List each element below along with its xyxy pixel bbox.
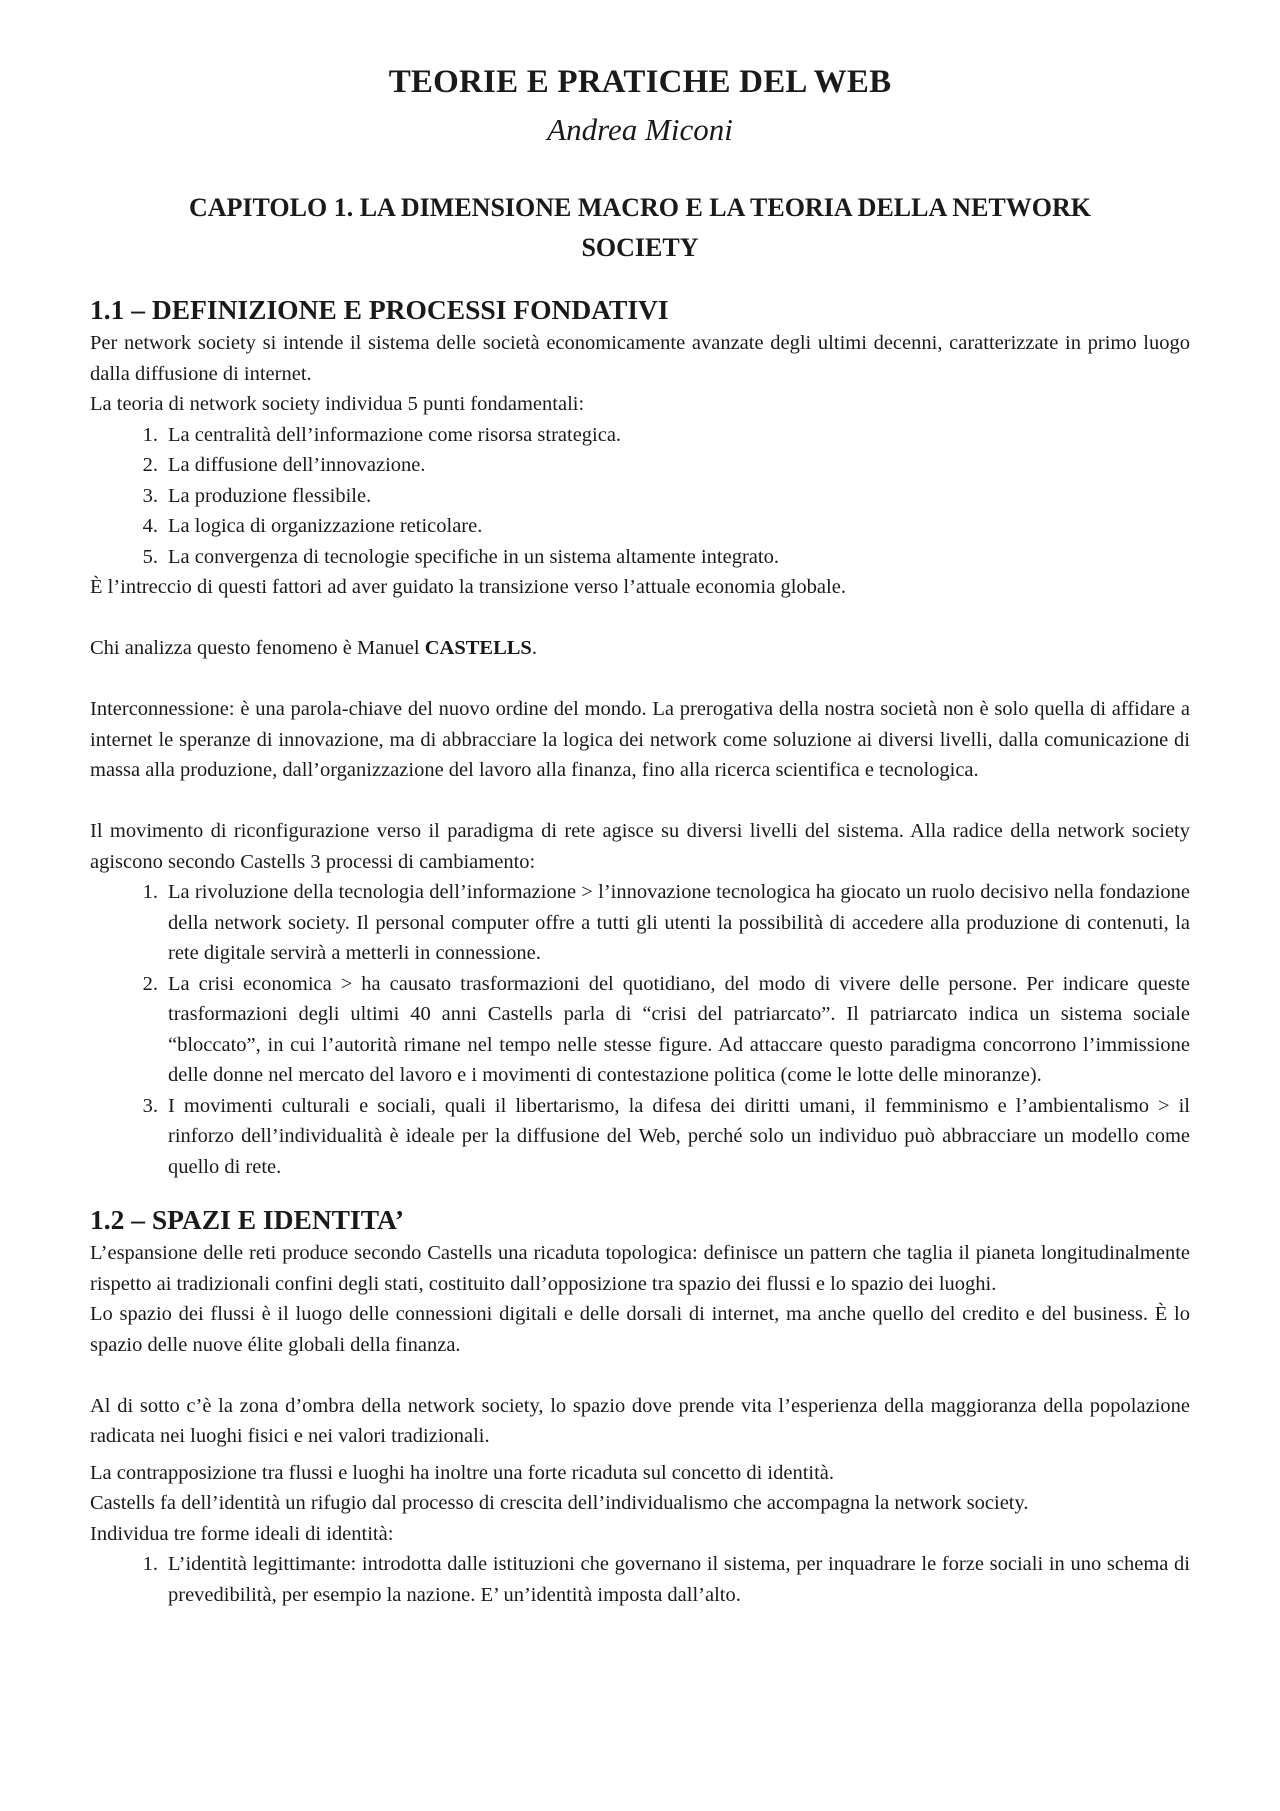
list-item-text: L’identità legittimante: introdotta dalle istituzioni che governano il sistema, per inquadrare le forze sociali in uno schema di prevedibilità, per esempio la nazione. E’ un’identità imposta dall’alto. [168, 1553, 1190, 1606]
paragraph: È l’intreccio di questi fattori ad aver guidato la transizione verso l’attuale economia globale. [90, 576, 846, 598]
list-item-text: I movimenti culturali e sociali, quali il libertarismo, la difesa dei diritti umani, il femminismo e l’ambientalismo > il rinforzo dell’individualità è ideale per la diffusione del Web, perché solo un individuo può abbracciare un modello come quello di rete. [168, 1094, 1190, 1178]
paragraph: Lo spazio dei flussi è il luogo delle connessioni digitali e delle dorsali di internet, ma anche quello del credito e del business. È lo spazio delle nuove élite globali della finanza. [90, 1303, 1190, 1356]
paragraph-castells [90, 633, 1190, 664]
list-item [90, 420, 1190, 451]
bold-name: CASTELLS [424, 637, 532, 659]
numbered-list-fundamentals [90, 420, 1190, 573]
list-item-text: La produzione flessibile. [168, 484, 372, 507]
section-heading-1-1: 1.1 – DEFINIZIONE E PROCESSI FONDATIVI [90, 294, 669, 325]
list-item [90, 450, 1190, 481]
list-number: 1. [142, 881, 158, 903]
list-number: 1. [142, 423, 158, 446]
list-item [90, 877, 1190, 969]
list-number: 5. [142, 545, 158, 568]
section-heading-1-2: 1.2 – SPAZI E IDENTITA’ [90, 1204, 405, 1235]
list-item-text: La diffusione dell’innovazione. [168, 454, 426, 476]
list-item [90, 481, 1190, 512]
list-item-text: La logica di organizzazione reticolare. [168, 515, 483, 537]
paragraph: Interconnessione: è una parola-chiave del nuovo ordine del mondo. La prerogativa della nostra società non è solo quella di affidare a internet le speranze di innovazione, ma di abbracciare la logica dei network come soluzione ai diversi livelli, dalla comunicazione di massa alla produzione, dall’organizzazione del lavoro alla finanza, fino alla ricerca scientifica e tecnologica. [90, 698, 1190, 781]
numbered-list-processes [90, 877, 1190, 1182]
list-number: 1. [142, 1553, 158, 1575]
list-item [90, 1549, 1190, 1610]
document-title: TEORIE E PRATICHE DEL WEB [388, 64, 892, 100]
paragraph: L’espansione delle reti produce secondo Castells una ricaduta topologica: definisce un pattern che taglia il pianeta longitudinalmente rispetto ai tradizionali confini degli stati, costituito dall’opposizione tra spazio dei flussi e lo spazio dei luoghi. [90, 1242, 1190, 1295]
paragraph: Individua tre forme ideali di identità: [90, 1522, 394, 1545]
list-item [90, 511, 1190, 542]
paragraph: Per network society si intende il sistema delle società economicamente avanzate degli ultimi decenni, caratterizzate in primo luogo dalla diffusione di internet. [90, 332, 1190, 385]
list-item [90, 969, 1190, 1091]
list-item-text: La convergenza di tecnologie specifiche in un sistema altamente integrato. [168, 545, 779, 568]
text-span: Chi analizza questo fenomeno è Manuel [90, 637, 425, 659]
paragraph: La contrapposizione tra flussi e luoghi ha inoltre una forte ricaduta sul concetto di identità. [90, 1461, 835, 1484]
numbered-list-identity [90, 1549, 1190, 1610]
list-item [90, 1091, 1190, 1183]
paragraph: Castells fa dell’identità un rifugio dal processo di crescita dell’individualismo che accompagna la network society. [90, 1492, 1029, 1514]
paragraph: Il movimento di riconfigurazione verso il paradigma di rete agisce su diversi livelli del sistema. Alla radice della network society agiscono secondo Castells 3 processi di cambiamento: [90, 820, 1190, 873]
list-item [90, 542, 1190, 573]
list-item-text: La crisi economica > ha causato trasformazioni del quotidiano, del modo di vivere delle persone. Per indicare queste trasformazioni degli ultimi 40 anni Castells parla di “crisi del patriarcato”. Il patriarcato indica un sistema sociale “bloccato”, in cui l’autorità rimane nel tempo nelle stesse figure. Ad attaccare questo paradigma concorrono l’immissione delle donne nel mercato del lavoro e i movimenti di contestazione politica (come le lotte delle minoranze). [168, 972, 1190, 1086]
list-number: 2. [142, 972, 158, 995]
document-author: Andrea Miconi [547, 112, 733, 147]
list-number: 4. [142, 515, 158, 537]
paragraph: La teoria di network society individua 5 punti fondamentali: [90, 393, 585, 415]
paragraph: Al di sotto c’è la zona d’ombra della network society, lo spazio dove prende vita l’esperienza della maggioranza della popolazione radicata nei luoghi fisici e nei valori tradizionali. [90, 1394, 1190, 1447]
text-span: . [531, 637, 537, 659]
list-number: 3. [142, 484, 158, 507]
document-page [90, 48, 1190, 1610]
list-item-text: La rivoluzione della tecnologia dell’informazione > l’innovazione tecnologica ha giocato un ruolo decisivo nella fondazione della network society. Il personal computer offre a tutti gli utenti la possibilità di accedere alla produzione di contenuti, la rete digitale servirà a metterli in connessione. [168, 881, 1190, 964]
list-number: 2. [142, 454, 158, 476]
list-item-text: La centralità dell’informazione come risorsa strategica. [168, 423, 622, 446]
chapter-heading: CAPITOLO 1. LA DIMENSIONE MACRO E LA TEORIA DELLA NETWORK SOCIETY [189, 193, 1091, 262]
list-number: 3. [142, 1094, 158, 1117]
